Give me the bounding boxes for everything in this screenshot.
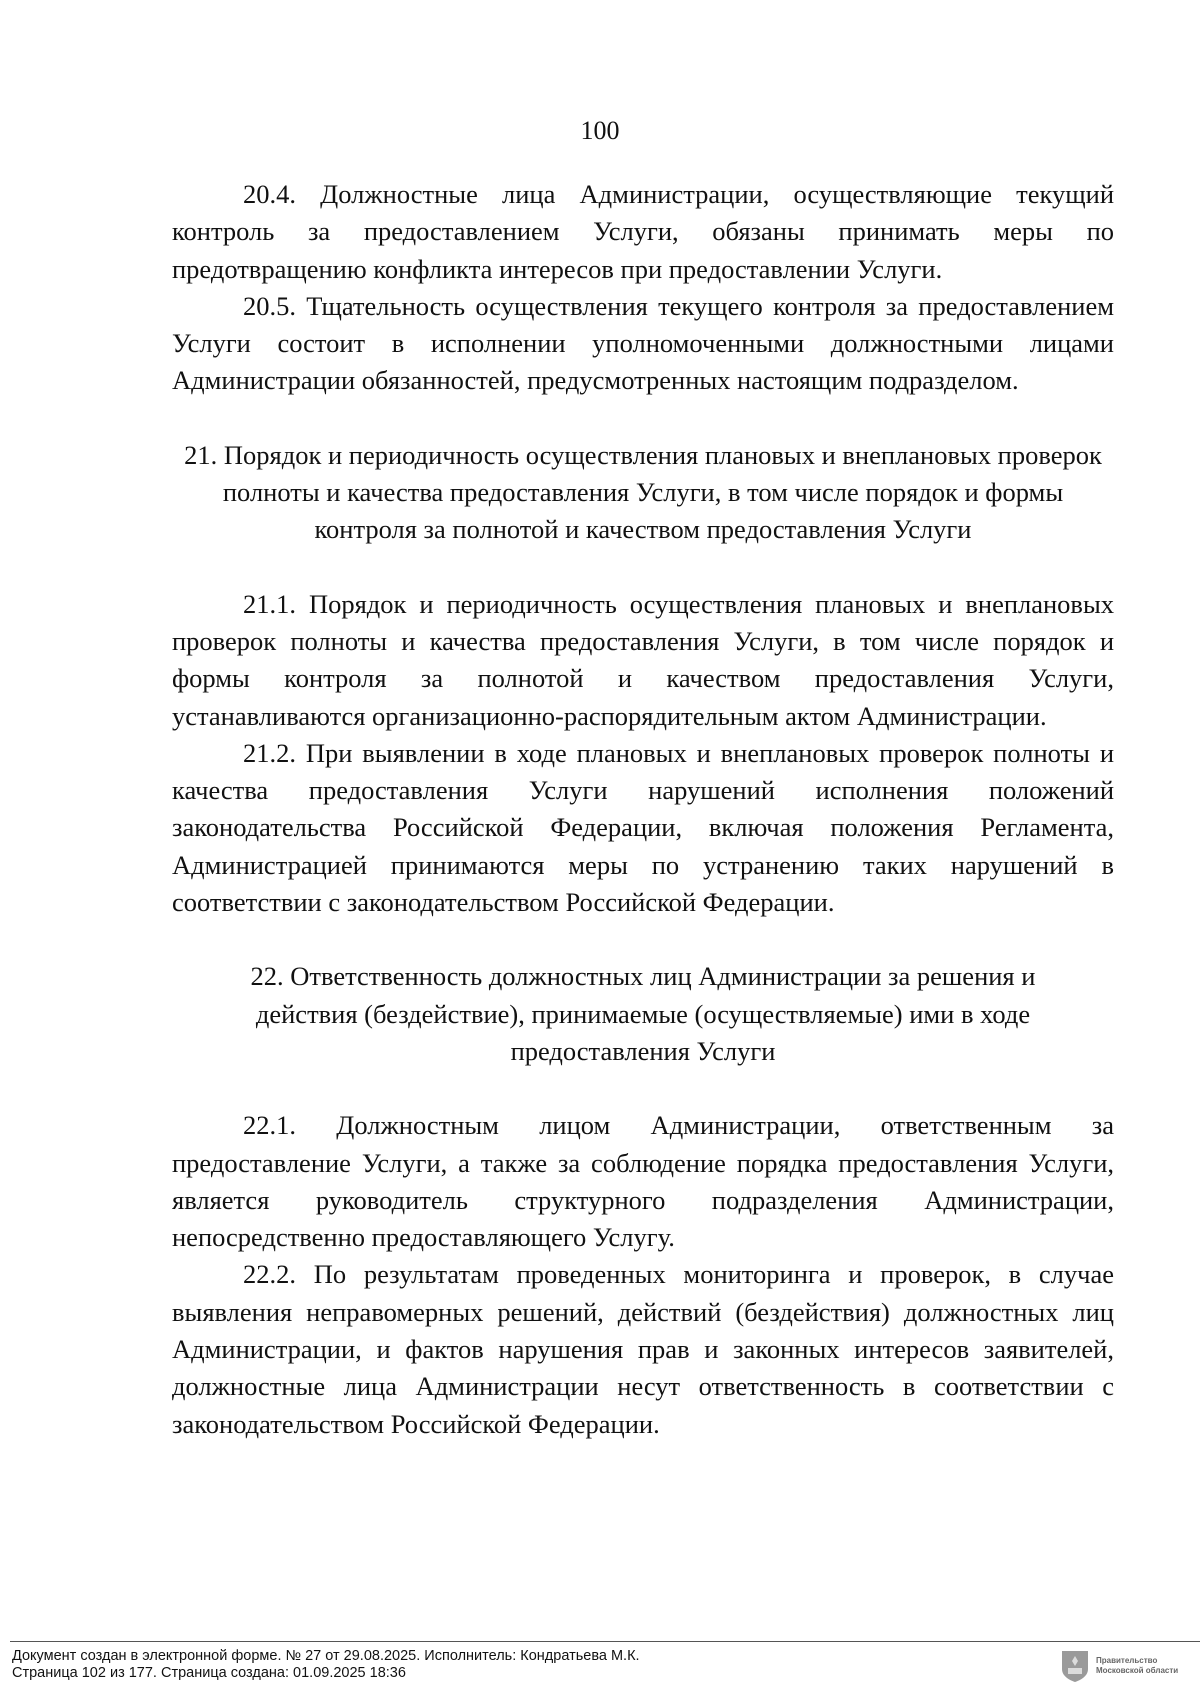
page-number: 100 [580,116,620,145]
section-heading-22-line-3: предоставления Услуги [510,1035,776,1066]
section-heading-21: 21. Порядок и периодичность осуществления плановых и внеплановых проверок полноты и качества предоставления Услуги, в том числе порядок и формы контроля за полнотой и качеством предоставления Услуги [184,439,1102,545]
footer-logo [1060,1647,1190,1685]
paragraph-22-1: 22.1. Должностным лицом Администрации, ответственным за предоставление Услуги, а также за соблюдение порядка предоставления Услуги, является руководитель структурного подразделения Администрации, непосредственно предоставляющего Услугу. [172,1110,1114,1253]
coat-of-arms-icon [1060,1649,1090,1683]
document-body [172,176,1114,1443]
footer-logo-text: Правительство Московской области [1096,1656,1179,1675]
footer-divider [10,1641,1200,1642]
paragraph-20-5: 20.5. Тщательность осуществления текущего контроля за предоставлением Услуги состоит в исполнении уполномоченными должностными лицами Администрации обязанностей, предусмотренных настоящим подразделом. [172,290,1114,396]
section-heading-22 [172,958,1114,1070]
paragraph-20-4: 20.4. Должностные лица Администрации, осуществляющие текущий контроль за предоставлением Услуги, обязаны принимать меры по предотвращению конфликта интересов при предоставлении Услуги. [172,179,1114,284]
footer-page-info: Страница 102 из 177. Страница создана: 01.09.2025 18:36 [12,1665,406,1681]
paragraph-21-2: 21.2. При выявлении в ходе плановых и внеплановых проверок полноты и качества предоставления Услуги нарушений исполнения положений законодательства Российской Федерации, включая положения Регламента, Администрацией принимаются меры по устранению таких нарушений в соответствии с законодательством Российской Федерации. [172,737,1114,918]
footer-document-info: Документ создан в электронной форме. № 27 от 29.08.2025. Исполнитель: Кондратьева М.К. [12,1648,640,1664]
paragraph-21-1: 21.1. Порядок и периодичность осуществления плановых и внеплановых проверок полноты и качества предоставления Услуги, в том числе порядок и формы контроля за полнотой и качеством предоставления Услуги, устанавливаются организационно-распорядительным актом Администрации. [172,588,1114,731]
section-heading-22-line-2: действия (бездействие), принимаемые (осуществляемые) ими в ходе [255,998,1031,1029]
section-heading-22-line-1: 22. Ответственность должностных лиц Администрации за решения и [250,961,1036,992]
footer-info [12,1648,640,1682]
paragraph-22-2: 22.2. По результатам проведенных мониторинга и проверок, в случае выявления неправомерных решений, действий (бездействия) должностных лиц Администрации, и фактов нарушения прав и законных интересов заявителей, должностные лица Администрации несут ответственность в соответствии с законодательством Российской Федерации. [172,1259,1114,1439]
